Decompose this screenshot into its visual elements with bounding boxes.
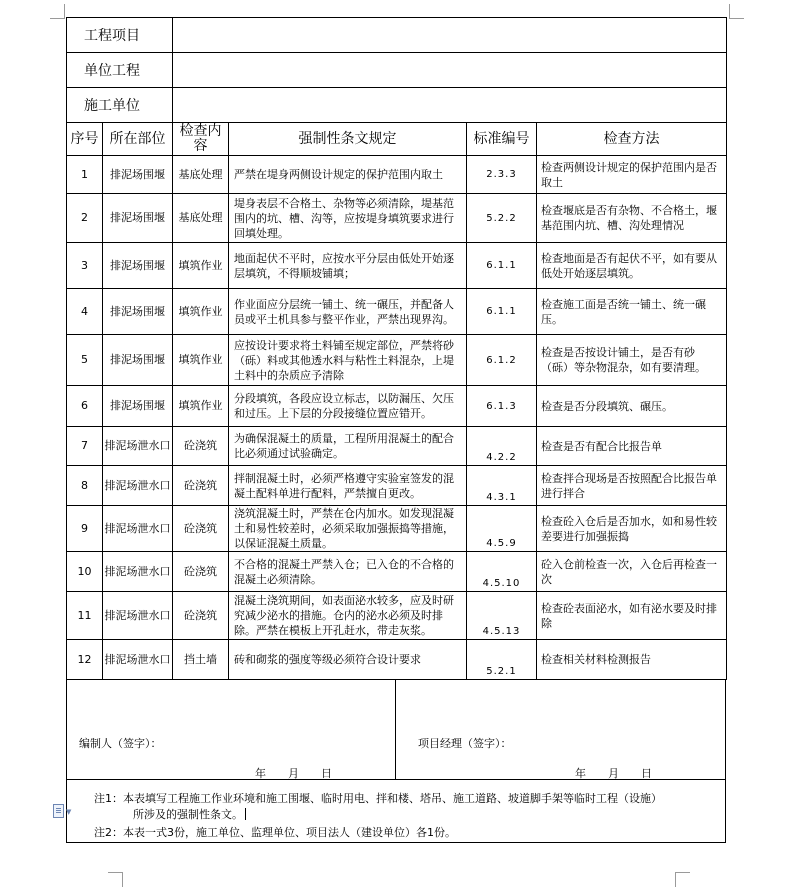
row-seq: 2 — [67, 194, 103, 243]
row-seq: 3 — [67, 243, 103, 289]
table-row — [67, 289, 727, 335]
row-method: 检查是否有配合比报告单 — [537, 427, 727, 466]
paste-options-icon[interactable] — [53, 804, 64, 818]
row-seq: 6 — [67, 386, 103, 427]
row-std: 4.5.13 — [467, 592, 537, 640]
column-header-row — [67, 123, 727, 156]
builder-label: 施工单位 — [67, 88, 173, 123]
row-location: 排泥场泄水口 — [103, 640, 173, 680]
row-content: 砼浇筑 — [173, 506, 229, 552]
notes-section — [66, 780, 726, 843]
table-row — [67, 427, 727, 466]
manager-date: 年 月 日 — [575, 767, 652, 780]
preparer-date: 年 月 日 — [255, 767, 332, 780]
row-std: 5.2.2 — [467, 194, 537, 243]
table-row — [67, 335, 727, 386]
row-content: 填筑作业 — [173, 335, 229, 386]
page-corner-mark — [729, 4, 744, 19]
row-std: 4.5.10 — [467, 552, 537, 592]
table-row — [67, 194, 727, 243]
row-location: 排泥场围堰 — [103, 194, 173, 243]
row-std: 4.3.1 — [467, 466, 537, 506]
project-label: 工程项目 — [67, 18, 173, 53]
col-seq-header: 序号 — [67, 123, 103, 156]
row-method: 检查砼表面泌水，如有泌水要及时排除 — [537, 592, 727, 640]
row-rule: 地面起伏不平时，应按水平分层由低处开始逐层填筑，不得顺坡铺填； — [229, 243, 467, 289]
unit-value-cell[interactable] — [173, 53, 727, 88]
table-row — [67, 640, 727, 680]
note-1-line-2: 所涉及的强制性条文。 — [133, 808, 243, 821]
row-seq: 12 — [67, 640, 103, 680]
row-std: 6.1.1 — [467, 289, 537, 335]
row-content: 砼浇筑 — [173, 466, 229, 506]
row-method: 检查堰底是否有杂物、不合格土，堰基范围内坑、槽、沟处理情况 — [537, 194, 727, 243]
row-method: 检查地面是否有起伏不平，如有要从低处开始逐层填筑。 — [537, 243, 727, 289]
row-method: 砼入仓前检查一次，入仓后再检查一次 — [537, 552, 727, 592]
row-rule: 拌制混凝土时，必须严格遵守实验室签发的混凝土配料单进行配料，严禁擅自更改。 — [229, 466, 467, 506]
row-content: 填筑作业 — [173, 386, 229, 427]
row-std: 6.1.2 — [467, 335, 537, 386]
table-row — [67, 592, 727, 640]
row-content: 基底处理 — [173, 194, 229, 243]
row-location: 排泥场泄水口 — [103, 592, 173, 640]
page-corner-mark — [50, 4, 65, 19]
row-location: 排泥场围堰 — [103, 243, 173, 289]
row-rule: 砖和砌浆的强度等级必须符合设计要求 — [229, 640, 467, 680]
signature-divider — [395, 680, 396, 779]
row-location: 排泥场围堰 — [103, 335, 173, 386]
signature-section — [66, 680, 726, 780]
inspection-form — [66, 17, 726, 843]
row-seq: 8 — [67, 466, 103, 506]
row-seq: 9 — [67, 506, 103, 552]
row-method: 检查是否分段填筑、碾压。 — [537, 386, 727, 427]
row-seq: 4 — [67, 289, 103, 335]
row-seq: 7 — [67, 427, 103, 466]
builder-value-cell[interactable] — [173, 88, 727, 123]
row-rule: 为确保混凝土的质量，工程所用混凝土的配合比必须通过试验确定。 — [229, 427, 467, 466]
table-row — [67, 466, 727, 506]
col-method-header: 检查方法 — [537, 123, 727, 156]
table-row — [67, 243, 727, 289]
unit-label: 单位工程 — [67, 53, 173, 88]
col-location-header: 所在部位 — [103, 123, 173, 156]
row-content: 砼浇筑 — [173, 427, 229, 466]
note-1-line-1: 注1：本表填写工程施工作业环境和施工围堰、临时用电、拌和楼、塔吊、施工道路、坡道脚手架等临时工程（设施） — [94, 792, 662, 805]
row-rule: 堤身表层不合格土、杂物等必须清除，堤基范围内的坑、槽、沟等，应按堤身填筑要求进行回填处理。 — [229, 194, 467, 243]
preparer-signature-label: 编制人（签字）： — [79, 737, 162, 750]
row-content: 砼浇筑 — [173, 552, 229, 592]
table-row — [67, 552, 727, 592]
row-content: 挡土墙 — [173, 640, 229, 680]
chevron-down-icon[interactable]: ▼ — [66, 808, 72, 816]
table-row — [67, 386, 727, 427]
text-cursor — [245, 808, 246, 820]
row-content: 基底处理 — [173, 156, 229, 194]
row-std: 6.1.3 — [467, 386, 537, 427]
table-row — [67, 506, 727, 552]
row-method: 检查拌合现场是否按照配合比报告单进行拌合 — [537, 466, 727, 506]
col-content-header: 检查内容 — [173, 123, 229, 156]
row-rule: 分段填筑，各段应设立标志，以防漏压、欠压和过压。上下层的分段接缝位置应错开。 — [229, 386, 467, 427]
row-content: 填筑作业 — [173, 243, 229, 289]
col-rule-header: 强制性条文规定 — [229, 123, 467, 156]
row-location: 排泥场泄水口 — [103, 466, 173, 506]
row-content: 填筑作业 — [173, 289, 229, 335]
row-location: 排泥场泄水口 — [103, 552, 173, 592]
manager-signature-label: 项目经理（签字）： — [418, 737, 512, 750]
row-rule: 不合格的混凝土严禁入仓；已入仓的不合格的混凝土必须清除。 — [229, 552, 467, 592]
row-seq: 11 — [67, 592, 103, 640]
row-method: 检查是否按设计铺土，是否有砂（砾）等杂物混杂，如有要清理。 — [537, 335, 727, 386]
row-std: 4.5.9 — [467, 506, 537, 552]
project-value-cell[interactable] — [173, 18, 727, 53]
row-seq: 1 — [67, 156, 103, 194]
row-std: 4.2.2 — [467, 427, 537, 466]
form-table — [66, 17, 727, 680]
row-std: 6.1.1 — [467, 243, 537, 289]
row-location: 排泥场泄水口 — [103, 506, 173, 552]
note-1 — [94, 791, 719, 823]
row-method: 检查砼入仓后是否加水，如和易性较差要进行加强振捣 — [537, 506, 727, 552]
row-rule: 严禁在堤身两侧设计规定的保护范围内取土 — [229, 156, 467, 194]
table-row — [67, 156, 727, 194]
row-content: 砼浇筑 — [173, 592, 229, 640]
note-2: 注2：本表一式3份，施工单位、监理单位、项目法人（建设单位）各1份。 — [94, 826, 456, 839]
row-location: 排泥场泄水口 — [103, 427, 173, 466]
row-location: 排泥场围堰 — [103, 386, 173, 427]
row-location: 排泥场围堰 — [103, 289, 173, 335]
row-location: 排泥场围堰 — [103, 156, 173, 194]
col-std-header: 标准编号 — [467, 123, 537, 156]
row-method: 检查相关材料检测报告 — [537, 640, 727, 680]
row-seq: 5 — [67, 335, 103, 386]
row-rule: 作业面应分层统一铺土、统一碾压，并配备人员或平土机具参与整平作业，严禁出现界沟。 — [229, 289, 467, 335]
row-rule: 混凝土浇筑期间，如表面泌水较多，应及时研究减少泌水的措施。仓内的泌水必须及时排除。严禁在模板上开孔赶水，带走灰浆。 — [229, 592, 467, 640]
row-method: 检查施工面是否统一铺土、统一碾压。 — [537, 289, 727, 335]
row-rule: 应按设计要求将土料铺至规定部位，严禁将砂（砾）料或其他透水料与粘性土料混杂，上堤土料中的杂质应予清除 — [229, 335, 467, 386]
row-rule: 浇筑混凝土时，严禁在仓内加水。如发现混凝土和易性较差时，必须采取加强振捣等措施，以保证混凝土质量。 — [229, 506, 467, 552]
row-std: 5.2.1 — [467, 640, 537, 680]
row-std: 2.3.3 — [467, 156, 537, 194]
row-seq: 10 — [67, 552, 103, 592]
row-method: 检查两侧设计规定的保护范围内是否取土 — [537, 156, 727, 194]
